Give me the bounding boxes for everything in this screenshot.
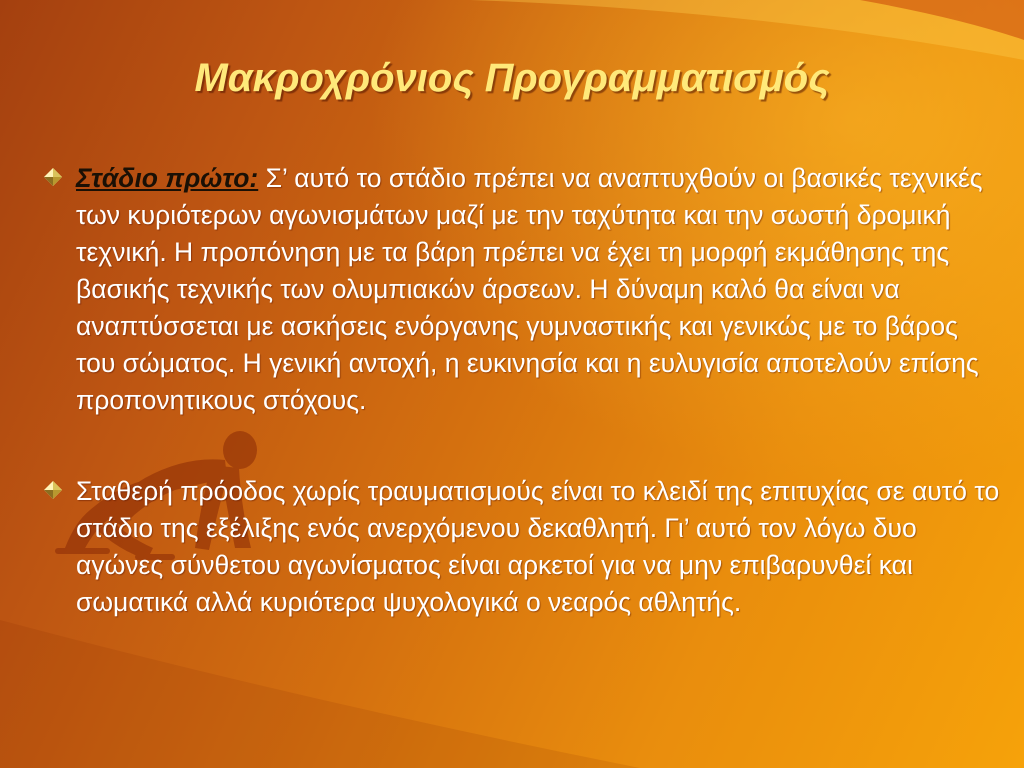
slide-content — [40, 160, 1000, 675]
bullet-lead: Στάδιο πρώτο: — [76, 163, 259, 193]
bullet-body: Σταθερή πρόοδος χωρίς τραυματισμούς είναι το κλειδί της επιτυχίας σε αυτό το στάδιο της εξέλιξης ενός ανερχόμενου δεκαθλητή. Γι’ αυτό τον λόγω δυο αγώνες σύνθετου αγωνίσματος είναι αρκετοί για να μην επιβαρυνθεί και σωματικά αλλά κυριότερα ψυχολογικά ο νεαρός αθλητής. — [76, 476, 1000, 617]
bullet-text — [76, 160, 1000, 419]
bullet-body: Σ’ αυτό το στάδιο πρέπει να αναπτυχθούν οι βασικές τεχνικές των κυριότερων αγωνισμάτων μαζί με την ταχύτητα και την σωστή δρομική τεχνική. Η προπόνηση με τα βάρη πρέπει να έχει τη μορφή εκμάθησης της βασικής τεχνικής των ολυμπιακών άρσεων. Η δύναμη καλό θα είναι να αναπτύσσεται με ασκήσεις ενόργανης γυμναστικής και γενικώς με το βάρος του σώματος. Η γενική αντοχή, η ευκινησία και η ευλυγισία αποτελούν επίσης προπονητικους στόχους. — [76, 163, 983, 415]
bullet-text — [76, 473, 1000, 621]
diamond-bullet-icon — [42, 166, 64, 188]
diamond-bullet-icon — [42, 479, 64, 501]
bullet-item — [40, 473, 1000, 621]
slide-title: Μακροχρόνιος Προγραμματισμός — [194, 56, 830, 100]
bullet-item — [40, 160, 1000, 419]
